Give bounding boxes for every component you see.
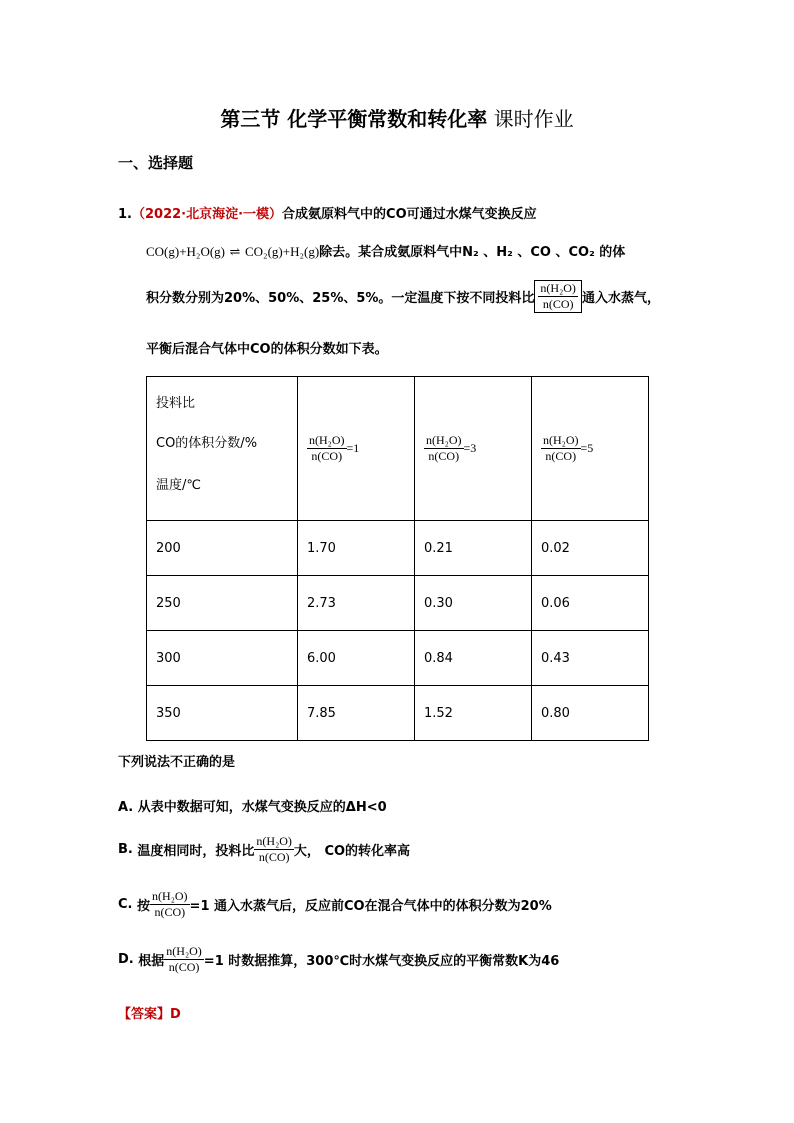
header-label-ratio: 投料比 xyxy=(156,396,196,411)
table-cell: 2.73 xyxy=(298,576,415,631)
table-row xyxy=(147,576,649,631)
fraction-denominator: n(CO) xyxy=(311,449,343,463)
fraction-numerator: n(H₂O) xyxy=(152,889,188,903)
table-cell: 0.02 xyxy=(532,521,649,576)
ratio-denominator: n(CO) xyxy=(542,297,574,311)
question-line-1 xyxy=(118,203,537,222)
stem-line-1: 合成氨原料气中的CO可通过水煤气变换反应 xyxy=(282,207,537,222)
option-b-label: B. xyxy=(118,842,133,857)
fraction-denominator: n(CO) xyxy=(168,960,200,974)
table-cell: 7.85 xyxy=(298,686,415,741)
table-row xyxy=(147,631,649,686)
question-line-3 xyxy=(146,280,660,313)
table-cell: 0.80 xyxy=(532,686,649,741)
section-heading: 一、选择题 xyxy=(118,154,194,172)
stem-line-4: 平衡后混合气体中CO的体积分数如下表。 xyxy=(146,342,388,357)
table-cell: 0.30 xyxy=(415,576,532,631)
option-b-fraction xyxy=(254,834,294,865)
question-prompt: 下列说法不正确的是 xyxy=(118,755,236,770)
table-cell: 0.43 xyxy=(532,631,649,686)
ratio-value: =3 xyxy=(463,441,477,455)
header-fraction xyxy=(541,433,581,464)
fraction-numerator: n(H₂O) xyxy=(543,433,579,447)
table-cell-temperature: 200 xyxy=(147,521,298,576)
option-d-post: =1 时数据推算，300℃时水煤气变换反应的平衡常数K为46 xyxy=(203,954,560,969)
table-row xyxy=(147,521,649,576)
equation-right: CO₂(g)+H₂(g) xyxy=(244,244,320,259)
header-fraction xyxy=(424,433,464,464)
table-cell: 6.00 xyxy=(298,631,415,686)
option-c-fraction xyxy=(150,889,190,920)
header-ratio-3 xyxy=(415,377,532,521)
stem-line-2-tail: 除去。某合成氨原料气中N₂ 、H₂ 、CO 、CO₂ 的体 xyxy=(319,245,626,260)
header-ratio-1 xyxy=(298,377,415,521)
table-cell: 1.52 xyxy=(415,686,532,741)
table-cell: 0.21 xyxy=(415,521,532,576)
option-c-post: =1 通入水蒸气后，反应前CO在混合气体中的体积分数为20% xyxy=(189,899,552,914)
ratio-value: =1 xyxy=(346,441,360,455)
title-normal: 课时作业 xyxy=(493,107,574,131)
option-c xyxy=(118,889,552,920)
fraction-numerator: n(H₂O) xyxy=(256,834,292,848)
option-a-text: 从表中数据可知，水煤气变换反应的ΔH<0 xyxy=(137,800,387,815)
fraction-numerator: n(H₂O) xyxy=(166,944,202,958)
table-row xyxy=(147,686,649,741)
table-cell: 1.70 xyxy=(298,521,415,576)
header-fraction xyxy=(307,433,347,464)
question-number: 1. xyxy=(118,207,132,222)
stem-line-3-head: 积分数分别为20%、50%、25%、5%。一定温度下按不同投料比 xyxy=(146,291,535,306)
table-cell-temperature: 350 xyxy=(147,686,298,741)
fraction-denominator: n(CO) xyxy=(545,449,577,463)
answer xyxy=(118,1003,181,1022)
ratio-numerator: n(H₂O) xyxy=(540,281,576,295)
fraction-denominator: n(CO) xyxy=(258,850,290,864)
table-cell: 0.06 xyxy=(532,576,649,631)
equation-arrow: ⇌ xyxy=(229,244,241,259)
option-c-pre: 按 xyxy=(137,899,151,914)
data-table xyxy=(146,376,649,741)
option-a xyxy=(118,796,387,815)
option-b-post: 大， CO的转化率高 xyxy=(293,844,411,859)
question-line-2 xyxy=(146,241,625,260)
table-cell-temperature: 250 xyxy=(147,576,298,631)
ratio-bracket xyxy=(534,280,582,313)
stem-line-3-tail: 通入水蒸气， xyxy=(581,291,660,306)
option-c-label: C. xyxy=(118,897,133,912)
title-bold: 第三节 化学平衡常数和转化率 xyxy=(220,107,488,131)
option-b xyxy=(118,834,410,865)
question-source: （2022·北京海淀·一模） xyxy=(131,207,283,222)
answer-label: 【答案】 xyxy=(118,1007,171,1022)
table-header-row xyxy=(147,377,649,521)
ratio-fraction xyxy=(538,281,578,312)
option-d-label: D. xyxy=(118,952,134,967)
page-title xyxy=(0,103,794,132)
table-cell-temperature: 300 xyxy=(147,631,298,686)
option-d xyxy=(118,944,559,975)
header-label-temperature: 温度/℃ xyxy=(156,478,201,493)
header-label-co-fraction: CO的体积分数/% xyxy=(156,436,258,451)
table-header-labels xyxy=(147,377,298,521)
option-b-pre: 温度相同时，投料比 xyxy=(137,844,255,859)
fraction-denominator: n(CO) xyxy=(428,449,460,463)
fraction-denominator: n(CO) xyxy=(154,905,186,919)
header-ratio-5 xyxy=(532,377,649,521)
option-d-pre: 根据 xyxy=(138,954,165,969)
ratio-value: =5 xyxy=(580,441,594,455)
fraction-numerator: n(H₂O) xyxy=(426,433,462,447)
fraction-numerator: n(H₂O) xyxy=(309,433,345,447)
equation-left: CO(g)+H₂O(g) xyxy=(146,244,226,259)
option-d-fraction xyxy=(164,944,204,975)
table-cell: 0.84 xyxy=(415,631,532,686)
option-a-label: A. xyxy=(118,800,134,815)
answer-value: D xyxy=(170,1007,181,1022)
